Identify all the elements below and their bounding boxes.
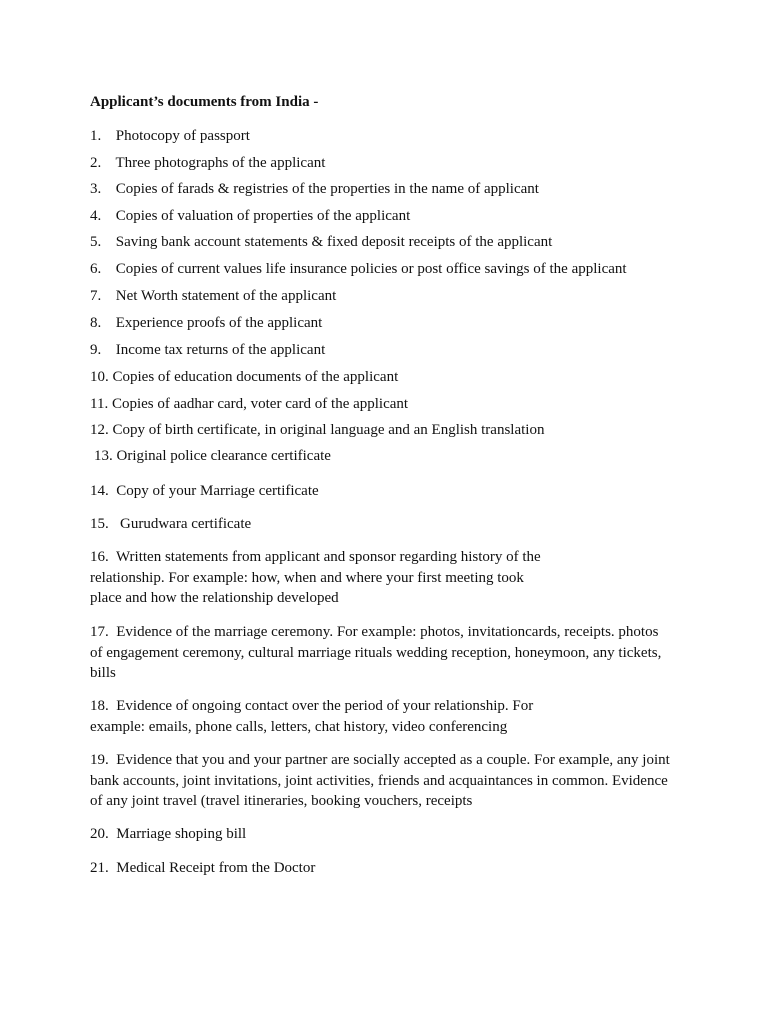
list-item — [90, 420, 544, 441]
item-number: 14. — [90, 483, 109, 499]
item-text-line: of any joint travel (travel itineraries, booking vouchers, receipts — [90, 793, 473, 809]
item-text: Income tax returns of the applicant — [115, 342, 326, 358]
item-number: 17. — [90, 624, 109, 640]
item-number: 8. — [90, 315, 102, 331]
item-number: 2. — [90, 155, 102, 171]
list-item — [90, 313, 322, 334]
item-number: 16. — [90, 549, 109, 565]
item-number: 11. — [90, 396, 109, 412]
list-item — [90, 622, 661, 684]
item-text: Original police clearance certificate — [116, 448, 331, 464]
item-number: 1. — [90, 128, 102, 144]
list-item — [94, 446, 331, 467]
list-item — [90, 206, 410, 227]
list-item — [90, 514, 251, 535]
list-item — [90, 232, 552, 253]
item-text-line: bank accounts, joint invitations, joint activities, friends and acquaintances in common. Evidence — [90, 772, 668, 789]
item-text: Medical Receipt from the Doctor — [116, 860, 316, 876]
item-text: Marriage shoping bill — [116, 826, 247, 842]
list-item — [90, 750, 670, 812]
item-number: 6. — [90, 261, 102, 277]
item-text: Saving bank account statements & fixed deposit receipts of the applicant — [115, 234, 553, 250]
item-number: 21. — [90, 860, 109, 876]
item-text: Photocopy of passport — [115, 128, 250, 144]
item-number: 20. — [90, 826, 109, 842]
list-item — [90, 547, 541, 609]
item-number: 4. — [90, 208, 102, 224]
item-number: 15. — [90, 516, 109, 532]
item-number: 12. — [90, 422, 109, 438]
item-number: 19. — [90, 752, 109, 768]
list-item — [90, 367, 398, 388]
item-text: Experience proofs of the applicant — [115, 315, 323, 331]
item-text-line: of engagement ceremony, cultural marriage rituals wedding reception, honeymoon, any tickets, — [90, 644, 662, 661]
item-number: 13. — [94, 448, 113, 464]
item-text: Copy of your Marriage certificate — [116, 483, 319, 499]
item-number: 7. — [90, 288, 102, 304]
item-text-line: place and how the relationship developed — [90, 590, 339, 606]
item-number: 9. — [90, 342, 102, 358]
list-item — [90, 858, 315, 879]
item-text-line: Evidence of ongoing contact over the period of your relationship. For — [116, 698, 534, 714]
item-text: Net Worth statement of the applicant — [115, 288, 337, 304]
item-number: 10. — [90, 369, 109, 385]
document-heading: Applicant’s documents from India - — [90, 94, 319, 110]
item-number: 18. — [90, 698, 109, 714]
list-item — [90, 286, 336, 307]
item-text: Copies of current values life insurance policies or post office savings of the applicant — [115, 261, 627, 277]
item-text-line: Evidence of the marriage ceremony. For example: photos, invitationcards, receipts. photos — [116, 624, 659, 640]
list-item — [90, 394, 408, 415]
item-text: Copies of aadhar card, voter card of the applicant — [111, 396, 409, 412]
list-item — [90, 126, 250, 147]
item-text: Gurudwara certificate — [120, 516, 252, 532]
list-item — [90, 179, 539, 200]
item-text-line: relationship. For example: how, when and where your first meeting took — [90, 569, 524, 586]
item-text-line: Evidence that you and your partner are socially accepted as a couple. For example, any joint — [116, 752, 670, 768]
item-text: Copy of birth certificate, in original language and an English translation — [112, 422, 545, 438]
item-number: 3. — [90, 181, 102, 197]
item-text-line: example: emails, phone calls, letters, chat history, video conferencing — [90, 718, 508, 735]
list-item — [90, 696, 533, 737]
item-text-line: bills — [90, 665, 116, 681]
item-text-line: Written statements from applicant and sponsor regarding history of the — [115, 549, 541, 565]
item-text: Copies of farads & registries of the properties in the name of applicant — [115, 181, 539, 197]
item-text: Copies of valuation of properties of the applicant — [115, 208, 411, 224]
item-text: Copies of education documents of the applicant — [112, 369, 399, 385]
list-item — [90, 340, 325, 361]
list-item — [90, 481, 319, 502]
list-item — [90, 259, 627, 280]
item-number: 5. — [90, 234, 102, 250]
list-item — [90, 824, 246, 845]
item-text: Three photographs of the applicant — [115, 155, 326, 171]
list-item — [90, 153, 325, 174]
